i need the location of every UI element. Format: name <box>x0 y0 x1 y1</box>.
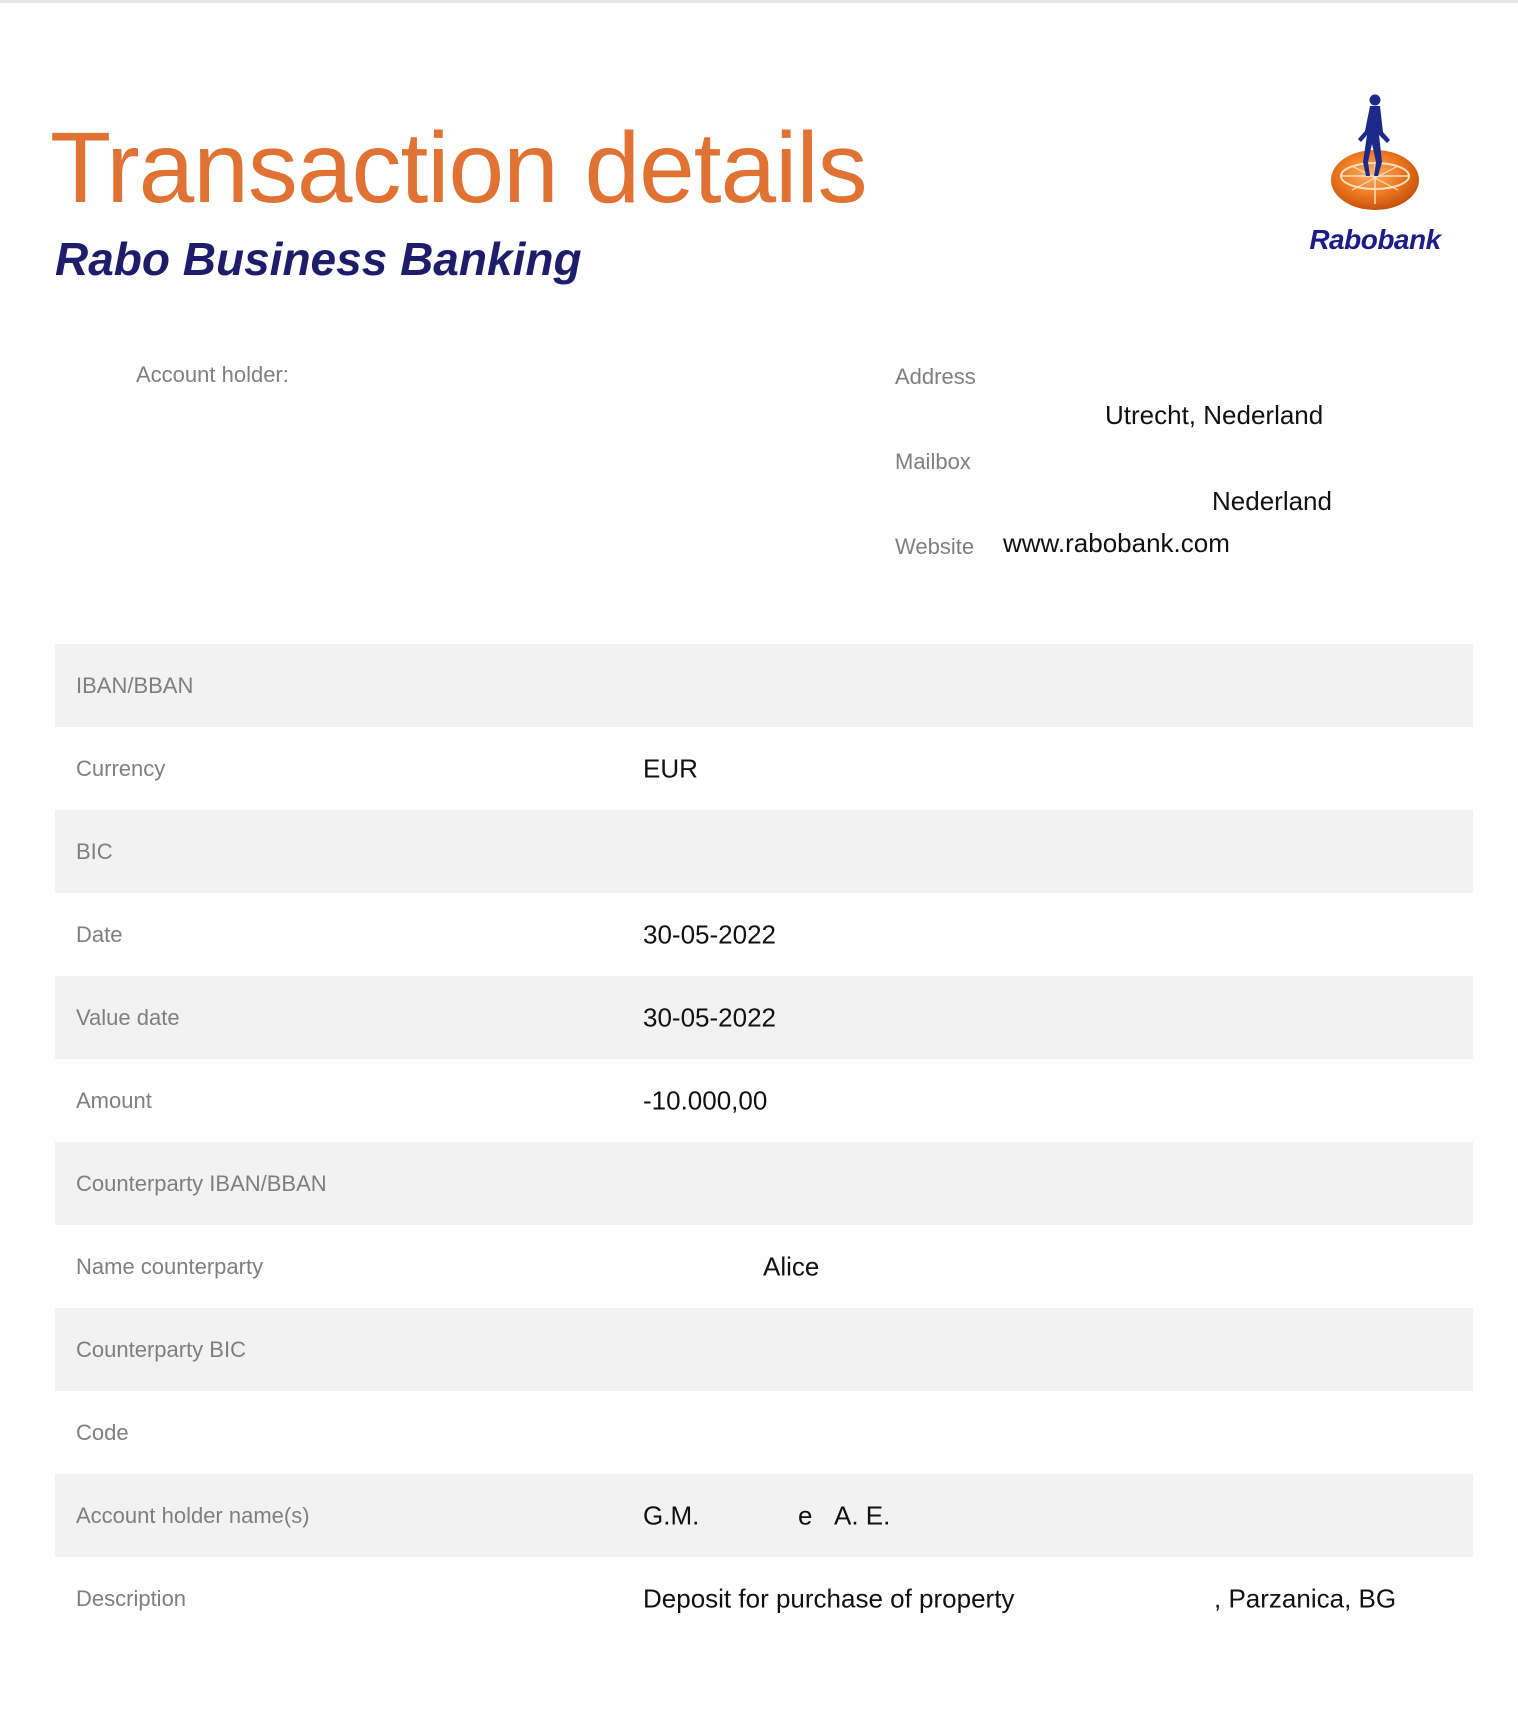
table-row <box>55 1308 1473 1391</box>
currency-label: Currency <box>76 755 166 781</box>
value-date-label: Value date <box>76 1004 180 1030</box>
mailbox-label: Mailbox <box>895 449 971 474</box>
address-label: Address <box>895 364 976 389</box>
bic-label: BIC <box>76 838 113 864</box>
account-holder-label: Account holder: <box>136 362 289 387</box>
date-label: Date <box>76 921 123 947</box>
table-row <box>55 1059 1473 1142</box>
address-value: Utrecht, Nederland <box>1105 400 1324 430</box>
iban-label: IBAN/BBAN <box>76 672 194 698</box>
table-row <box>55 1142 1473 1225</box>
description-label: Description <box>76 1585 187 1611</box>
value-date-value: 30-05-2022 <box>643 1002 776 1032</box>
table-row <box>55 1557 1473 1640</box>
table-row <box>55 1225 1473 1308</box>
transaction-details-table <box>55 644 1473 1640</box>
table-row <box>55 644 1473 727</box>
table-row <box>55 1474 1473 1557</box>
page-title: Transaction details <box>50 112 867 224</box>
top-divider <box>0 0 1518 3</box>
code-label: Code <box>76 1419 129 1445</box>
name-counterparty-value: Alice <box>763 1251 820 1281</box>
table-row <box>55 1391 1473 1474</box>
rabobank-logo <box>1300 92 1450 262</box>
table-row <box>55 976 1473 1059</box>
account-holder-names-part3: A. E. <box>834 1500 891 1530</box>
rabobank-logo-icon <box>1312 92 1438 222</box>
account-holder-names-part1: G.M. <box>643 1500 700 1530</box>
logo-wordmark: Rabobank <box>1309 224 1441 255</box>
description-part2: , Parzanica, BG <box>1214 1583 1397 1613</box>
counterparty-iban-label: Counterparty IBAN/BBAN <box>76 1170 327 1196</box>
table-row <box>55 810 1473 893</box>
account-holder-names-part2: e <box>798 1500 813 1530</box>
table-row <box>55 893 1473 976</box>
website-label: Website <box>895 534 975 559</box>
table-row <box>55 727 1473 810</box>
mailbox-value: Nederland <box>1212 486 1332 516</box>
amount-label: Amount <box>76 1087 152 1113</box>
currency-value: EUR <box>643 753 698 783</box>
amount-value: -10.000,00 <box>643 1085 768 1115</box>
date-value: 30-05-2022 <box>643 919 776 949</box>
description-part1: Deposit for purchase of property <box>643 1583 1015 1613</box>
website-value[interactable]: www.rabobank.com <box>1003 528 1230 558</box>
account-holder-names-label: Account holder name(s) <box>76 1502 310 1528</box>
page-subtitle: Rabo Business Banking <box>55 233 582 285</box>
counterparty-bic-label: Counterparty BIC <box>76 1336 246 1362</box>
name-counterparty-label: Name counterparty <box>76 1253 264 1279</box>
